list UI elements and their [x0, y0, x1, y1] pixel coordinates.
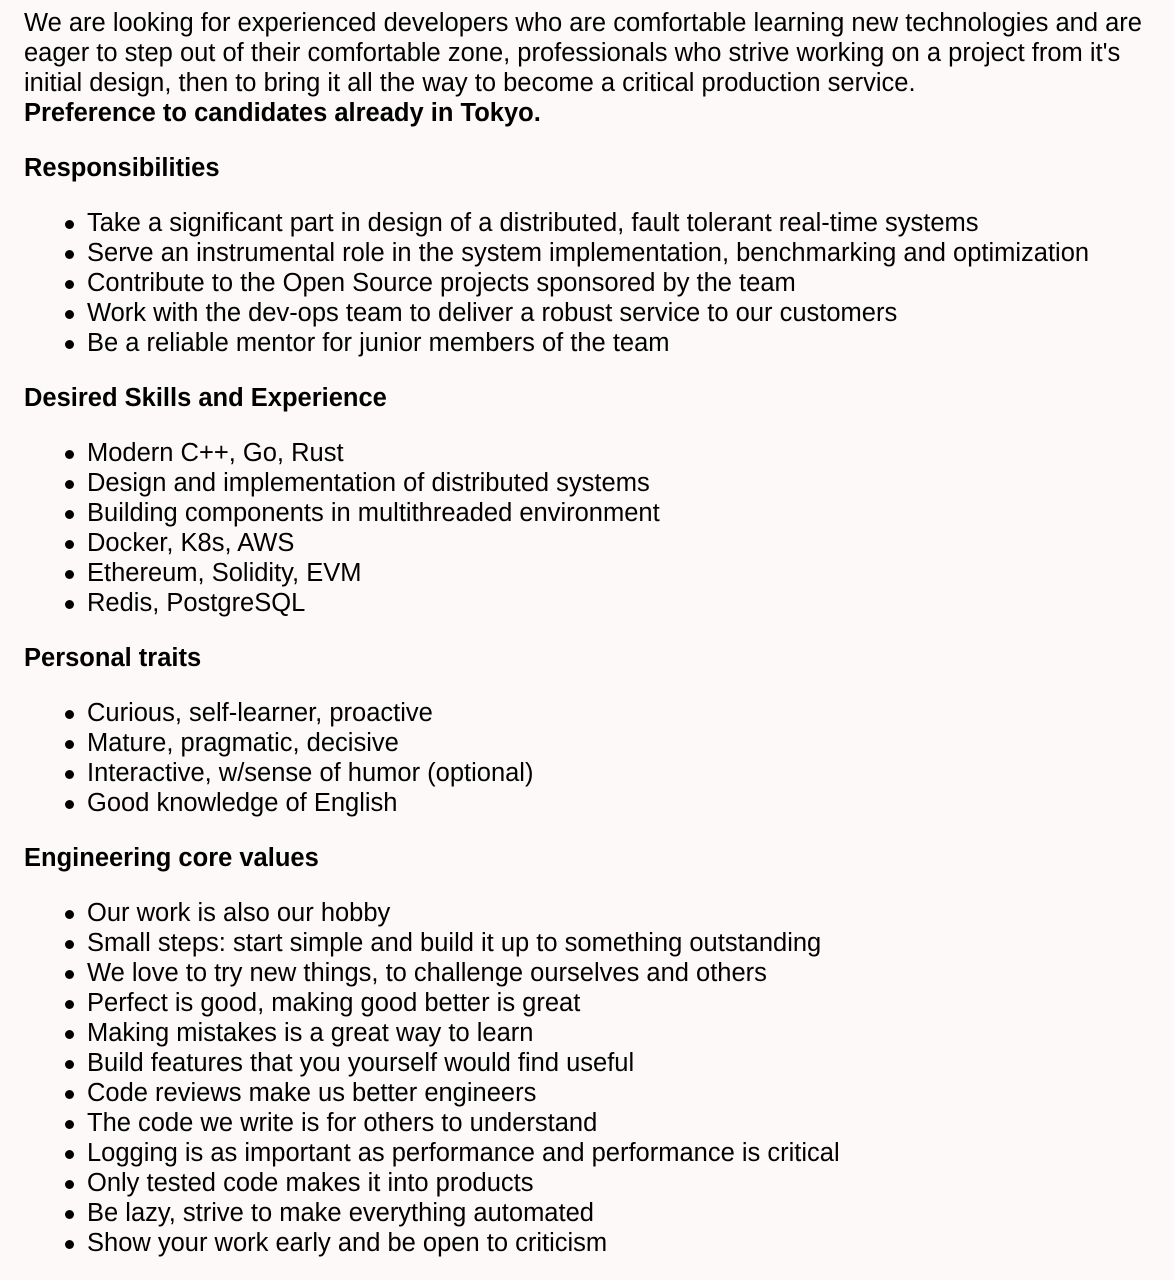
bullet-icon [65, 540, 74, 549]
bullet-icon [65, 1210, 74, 1219]
section-personal-traits [24, 643, 1164, 818]
bullet-icon [65, 510, 74, 519]
section-title: Engineering core values [24, 844, 319, 872]
list-item [24, 1228, 1164, 1258]
bullet-icon [65, 310, 74, 319]
intro-text: We are looking for experienced developers who are comfortable learning new technologies and are eager to step out of their comfortable zone, professionals who strive working on a project from it's initial design, then to bring it all the way to become a critical production service. [24, 9, 1142, 97]
bullet-icon [65, 280, 74, 289]
list-item [24, 788, 1164, 818]
list-item-text: Redis, PostgreSQL [87, 589, 306, 617]
intro-paragraph [24, 8, 1164, 128]
list-item-text: Perfect is good, making good better is great [87, 989, 581, 1017]
bullet-icon [65, 1030, 74, 1039]
list-item [24, 328, 1164, 358]
list-item-text: Mature, pragmatic, decisive [87, 729, 399, 757]
list-item [24, 1018, 1164, 1048]
list-item-text: Code reviews make us better engineers [87, 1079, 537, 1107]
list-item [24, 988, 1164, 1018]
list-item [24, 1168, 1164, 1198]
bullet-icon [65, 600, 74, 609]
bullet-icon [65, 1180, 74, 1189]
section-title: Personal traits [24, 644, 202, 672]
list-item-text: Ethereum, Solidity, EVM [87, 559, 362, 587]
bullet-icon [65, 340, 74, 349]
list-item [24, 758, 1164, 788]
list-item [24, 1198, 1164, 1228]
list-item-text: Making mistakes is a great way to learn [87, 1019, 534, 1047]
section-core-values [24, 843, 1164, 1258]
core-values-list [24, 898, 1164, 1258]
list-item-text: Interactive, w/sense of humor (optional) [87, 759, 534, 787]
bullet-icon [65, 1000, 74, 1009]
list-item [24, 1138, 1164, 1168]
list-item-text: Show your work early and be open to criticism [87, 1229, 608, 1257]
location-preference: Preference to candidates already in Tokyo. [24, 99, 541, 127]
section-title: Desired Skills and Experience [24, 384, 387, 412]
responsibilities-list [24, 208, 1164, 358]
list-item-text: Building components in multithreaded environment [87, 499, 660, 527]
list-item [24, 1078, 1164, 1108]
bullet-icon [65, 1090, 74, 1099]
list-item [24, 208, 1164, 238]
bullet-icon [65, 1120, 74, 1129]
bullet-icon [65, 940, 74, 949]
list-item-text: Only tested code makes it into products [87, 1169, 534, 1197]
list-item-text: We love to try new things, to challenge ourselves and others [87, 959, 767, 987]
list-item [24, 528, 1164, 558]
bullet-icon [65, 1150, 74, 1159]
list-item-text: Take a significant part in design of a distributed, fault tolerant real-time systems [87, 209, 979, 237]
list-item-text: Small steps: start simple and build it up to something outstanding [87, 929, 822, 957]
bullet-icon [65, 220, 74, 229]
section-desired-skills [24, 383, 1164, 618]
bullet-icon [65, 970, 74, 979]
list-item-text: Curious, self-learner, proactive [87, 699, 433, 727]
bullet-icon [65, 740, 74, 749]
list-item [24, 588, 1164, 618]
list-item [24, 438, 1164, 468]
bullet-icon [65, 450, 74, 459]
bullet-icon [65, 800, 74, 809]
list-item-text: Be a reliable mentor for junior members of the team [87, 329, 670, 357]
list-item [24, 1108, 1164, 1138]
list-item-text: Good knowledge of English [87, 789, 398, 817]
section-responsibilities [24, 153, 1164, 358]
skills-list [24, 438, 1164, 618]
list-item-text: Work with the dev-ops team to deliver a robust service to our customers [87, 299, 898, 327]
job-description [24, 8, 1164, 1258]
list-item [24, 958, 1164, 988]
traits-list [24, 698, 1164, 818]
list-item-text: Be lazy, strive to make everything automated [87, 1199, 594, 1227]
list-item-text: Serve an instrumental role in the system implementation, benchmarking and optimization [87, 239, 1090, 267]
list-item [24, 728, 1164, 758]
bullet-icon [65, 480, 74, 489]
bullet-icon [65, 250, 74, 259]
bullet-icon [65, 770, 74, 779]
list-item [24, 298, 1164, 328]
list-item-text: Logging is as important as performance and performance is critical [87, 1139, 840, 1167]
bullet-icon [65, 710, 74, 719]
list-item [24, 698, 1164, 728]
list-item-text: Design and implementation of distributed systems [87, 469, 650, 497]
bullet-icon [65, 1240, 74, 1249]
bullet-icon [65, 570, 74, 579]
list-item [24, 268, 1164, 298]
bullet-icon [65, 910, 74, 919]
list-item-text: Docker, K8s, AWS [87, 529, 295, 557]
list-item-text: The code we write is for others to understand [87, 1109, 598, 1137]
bullet-icon [65, 1060, 74, 1069]
list-item [24, 468, 1164, 498]
list-item-text: Build features that you yourself would find useful [87, 1049, 635, 1077]
list-item [24, 558, 1164, 588]
list-item [24, 1048, 1164, 1078]
list-item-text: Contribute to the Open Source projects sponsored by the team [87, 269, 796, 297]
list-item [24, 238, 1164, 268]
section-title: Responsibilities [24, 154, 220, 182]
list-item [24, 928, 1164, 958]
list-item-text: Modern C++, Go, Rust [87, 439, 344, 467]
list-item [24, 898, 1164, 928]
list-item [24, 498, 1164, 528]
list-item-text: Our work is also our hobby [87, 899, 391, 927]
